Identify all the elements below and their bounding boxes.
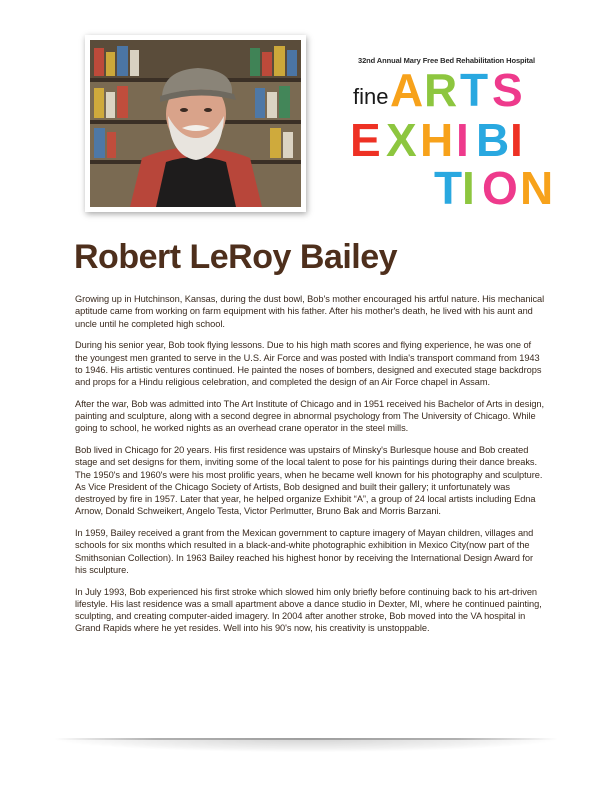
- event-subtitle: 32nd Annual Mary Free Bed Rehabilitation Hospital: [358, 56, 535, 65]
- logo-letter: T: [460, 64, 489, 116]
- logo-letter: A: [390, 64, 424, 116]
- portrait-image: [90, 40, 301, 207]
- logo-letter: X: [386, 114, 417, 166]
- page-shadow-line: [55, 738, 557, 740]
- logo-word-fine: fine: [353, 84, 389, 109]
- bio-paragraph: Growing up in Hutchinson, Kansas, during the dust bowl, Bob's mother encouraged his artful nature. His mechanical aptitude came from working on farm equipment with his father. After his mother's death, he lived with his aunt and uncle until he completed high school.: [75, 294, 545, 329]
- logo-letter: B: [476, 114, 510, 166]
- logo-letter: O: [482, 162, 518, 214]
- page-shadow: [55, 738, 557, 752]
- logo-letter: I: [510, 114, 523, 166]
- logo-letter: N: [520, 162, 554, 214]
- logo-letter: E: [350, 114, 381, 166]
- page-title: Robert LeRoy Bailey: [74, 238, 398, 276]
- fine-arts-exhibition-logo: [338, 64, 588, 214]
- bio-paragraph: During his senior year, Bob took flying lessons. Due to his high math scores and flying experience, he was one of the youngest men granted to serve in the U.S. Air Force and was posted with India's transport command from 1943 to 1946. His artistic ventures continued. He painted the noses of bombers, designed and executed stage backdrops and props for a Hindu religious celebration, and completed the design of an Air Force chapel in Assam.: [75, 340, 542, 387]
- logo-letter: I: [456, 114, 469, 166]
- bio-paragraph: In July 1993, Bob experienced his first stroke which slowed him only briefly before continuing back to his art-driven lifestyle. His last residence was a small apartment above a dance studio in Dexter, MI, where he continued painting, sculpting, and creating computer-aided imagery. In 2004 after another stroke, Bob moved into the VA hospital in Grand Rapids where he yet resides. Well into his 90's now, his creativity is unstoppable.: [75, 586, 542, 634]
- bio-paragraph: After the war, Bob was admitted into The Art Institute of Chicago and in 1951 received his Bachelor of Arts in design, painting and sculpture, along with a second degree in abnormal psychology from The University of Chicago. While going to school, he worked nights as an overhead crane operator in the steel mills.: [75, 398, 545, 434]
- portrait-photo: [85, 35, 306, 212]
- bio-paragraph: Bob lived in Chicago for 20 years. His first residence was upstairs of Minsky's Burlesque house and Bob created stage and set designs for them, inviting some of the local talent to pose for his paintings during their dance breaks. The 1950's and 1960's were his most prolific years, when he became well known for his photography and sculpture. As Vice President of the Chicago Society of Artists, Bob designed and built their gallery; it unfortunately was destroyed by fire in 1957. Later that year, he helped organize Exhibit “A”, a group of 24 local artists including Edna Arnow, Donald Schweikert, Angelo Testa, Victor Perlmutter, Bruno Bak and Morris Barzani.: [75, 445, 543, 517]
- event-header: [338, 52, 588, 212]
- logo-letter: R: [424, 64, 458, 116]
- biography-body: [75, 293, 545, 644]
- bio-paragraph: In 1959, Bailey received a grant from the Mexican government to capture imagery of Mayan children, villages and schools for six months which resulted in a black-and-white photographic exhibition in Mexico City(now part of the Smithsonian Collection). In 1963 Bailey reached his highest honor by receiving the International Design Award for his sculpture.: [75, 528, 534, 575]
- logo-letter: S: [492, 64, 523, 116]
- logo-letter: H: [420, 114, 454, 166]
- logo-letter: I: [462, 162, 475, 214]
- logo-letter: T: [434, 162, 463, 214]
